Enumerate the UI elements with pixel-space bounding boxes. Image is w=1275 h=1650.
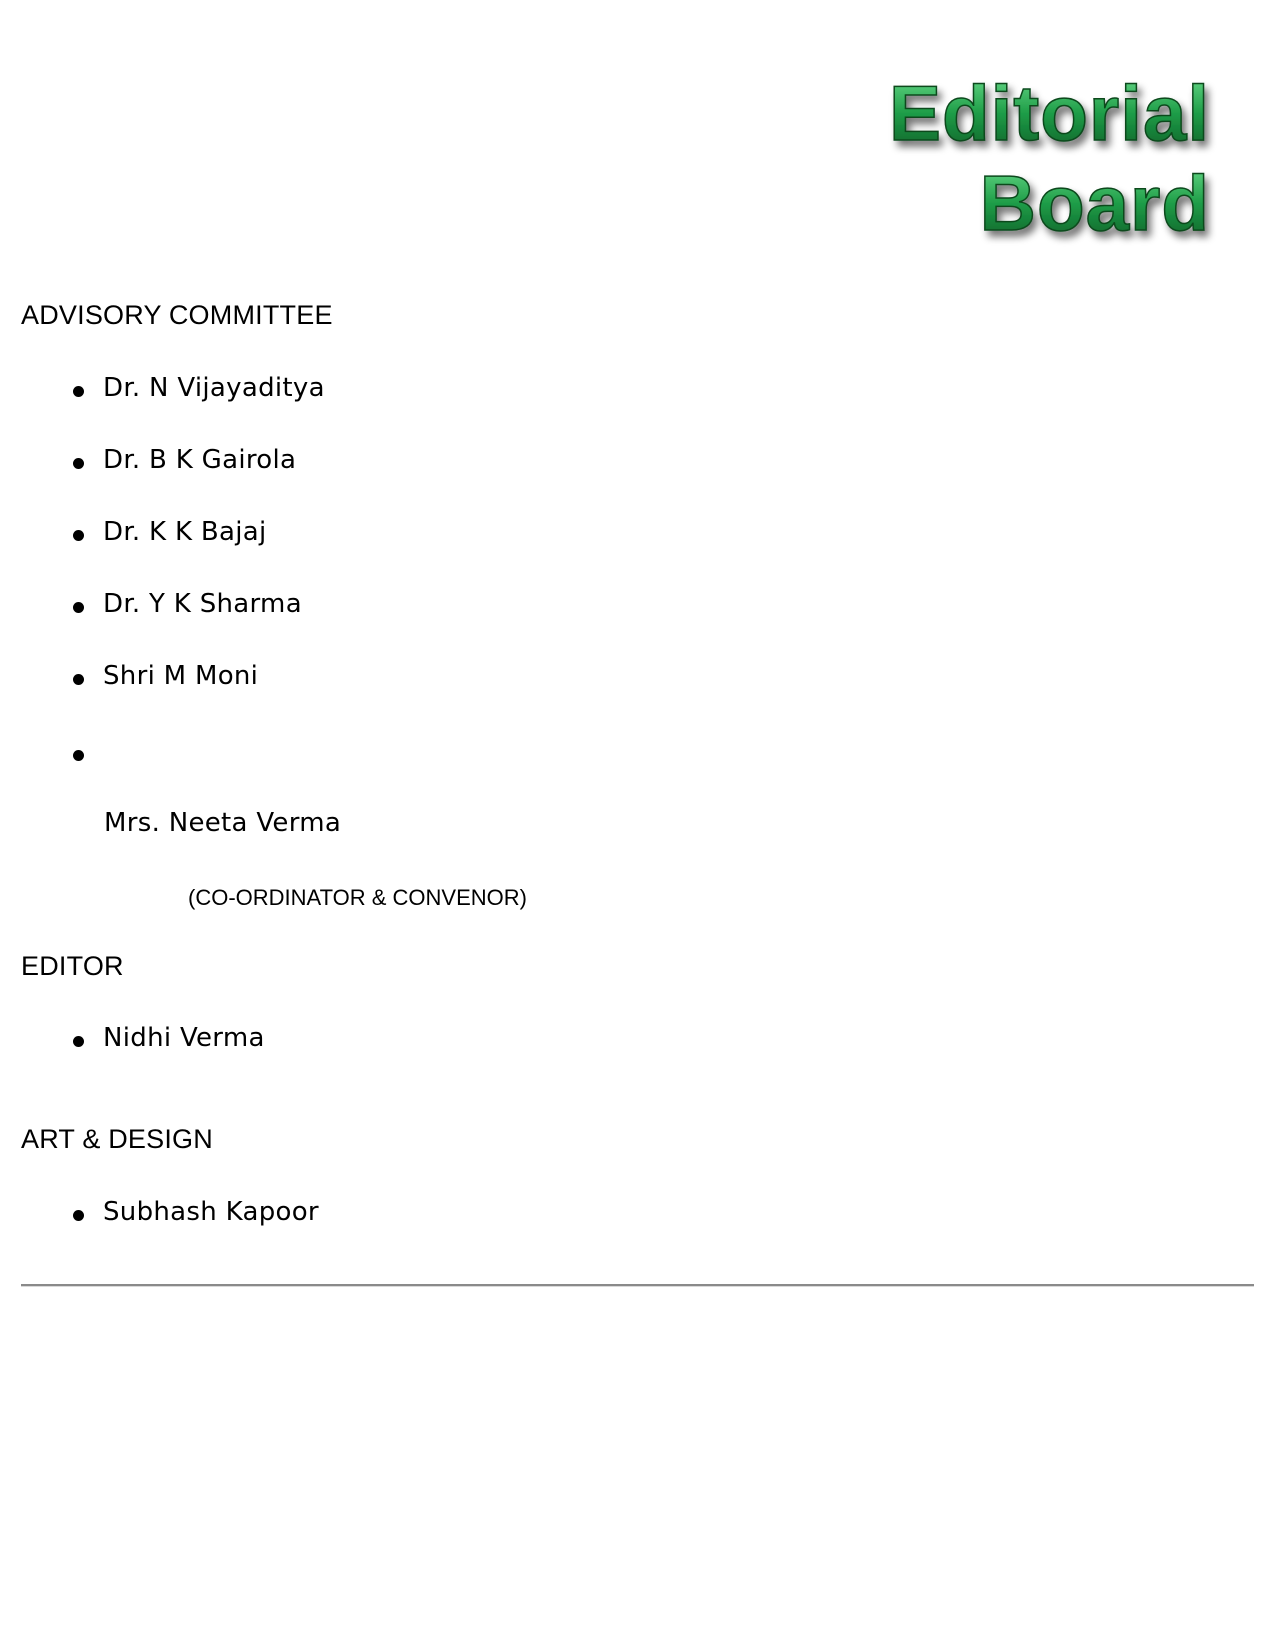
advisory-committee-heading: ADVISORY COMMITTEE [21, 300, 333, 330]
horizontal-divider [21, 1284, 1254, 1287]
member-name: Nidhi Verma [103, 1023, 265, 1053]
member-name: Dr. N Vijayaditya [103, 373, 325, 403]
member-name: Dr. B K Gairola [103, 445, 297, 475]
bullet-icon [73, 674, 84, 685]
list-item [73, 584, 302, 624]
bullet-icon [73, 1210, 84, 1221]
bullet-icon [73, 602, 84, 613]
bullet-icon [73, 530, 84, 541]
list-item [73, 656, 258, 696]
list-item [73, 732, 103, 772]
logo-line-1: Editorial [888, 69, 1210, 157]
list-item [73, 368, 325, 408]
list-item [73, 1192, 319, 1232]
art-design-heading: ART & DESIGN [21, 1124, 213, 1154]
editorial-board-logo [880, 62, 1220, 262]
member-name: Dr. K K Bajaj [103, 517, 267, 547]
coordinator-name: Mrs. Neeta Verma [104, 808, 342, 838]
bullet-icon [73, 1036, 84, 1047]
list-item [73, 440, 296, 480]
member-name: Shri M Moni [103, 661, 259, 691]
list-item [73, 1018, 265, 1058]
logo-line-2: Board [979, 159, 1210, 247]
bullet-icon [73, 458, 84, 469]
editor-heading: EDITOR [21, 951, 124, 981]
bullet-icon [73, 750, 84, 761]
list-item [73, 512, 267, 552]
member-name: Dr. Y K Sharma [103, 589, 302, 619]
member-name: Subhash Kapoor [103, 1197, 319, 1227]
coordinator-role: (CO-ORDINATOR & CONVENOR) [188, 885, 527, 910]
bullet-icon [73, 386, 84, 397]
